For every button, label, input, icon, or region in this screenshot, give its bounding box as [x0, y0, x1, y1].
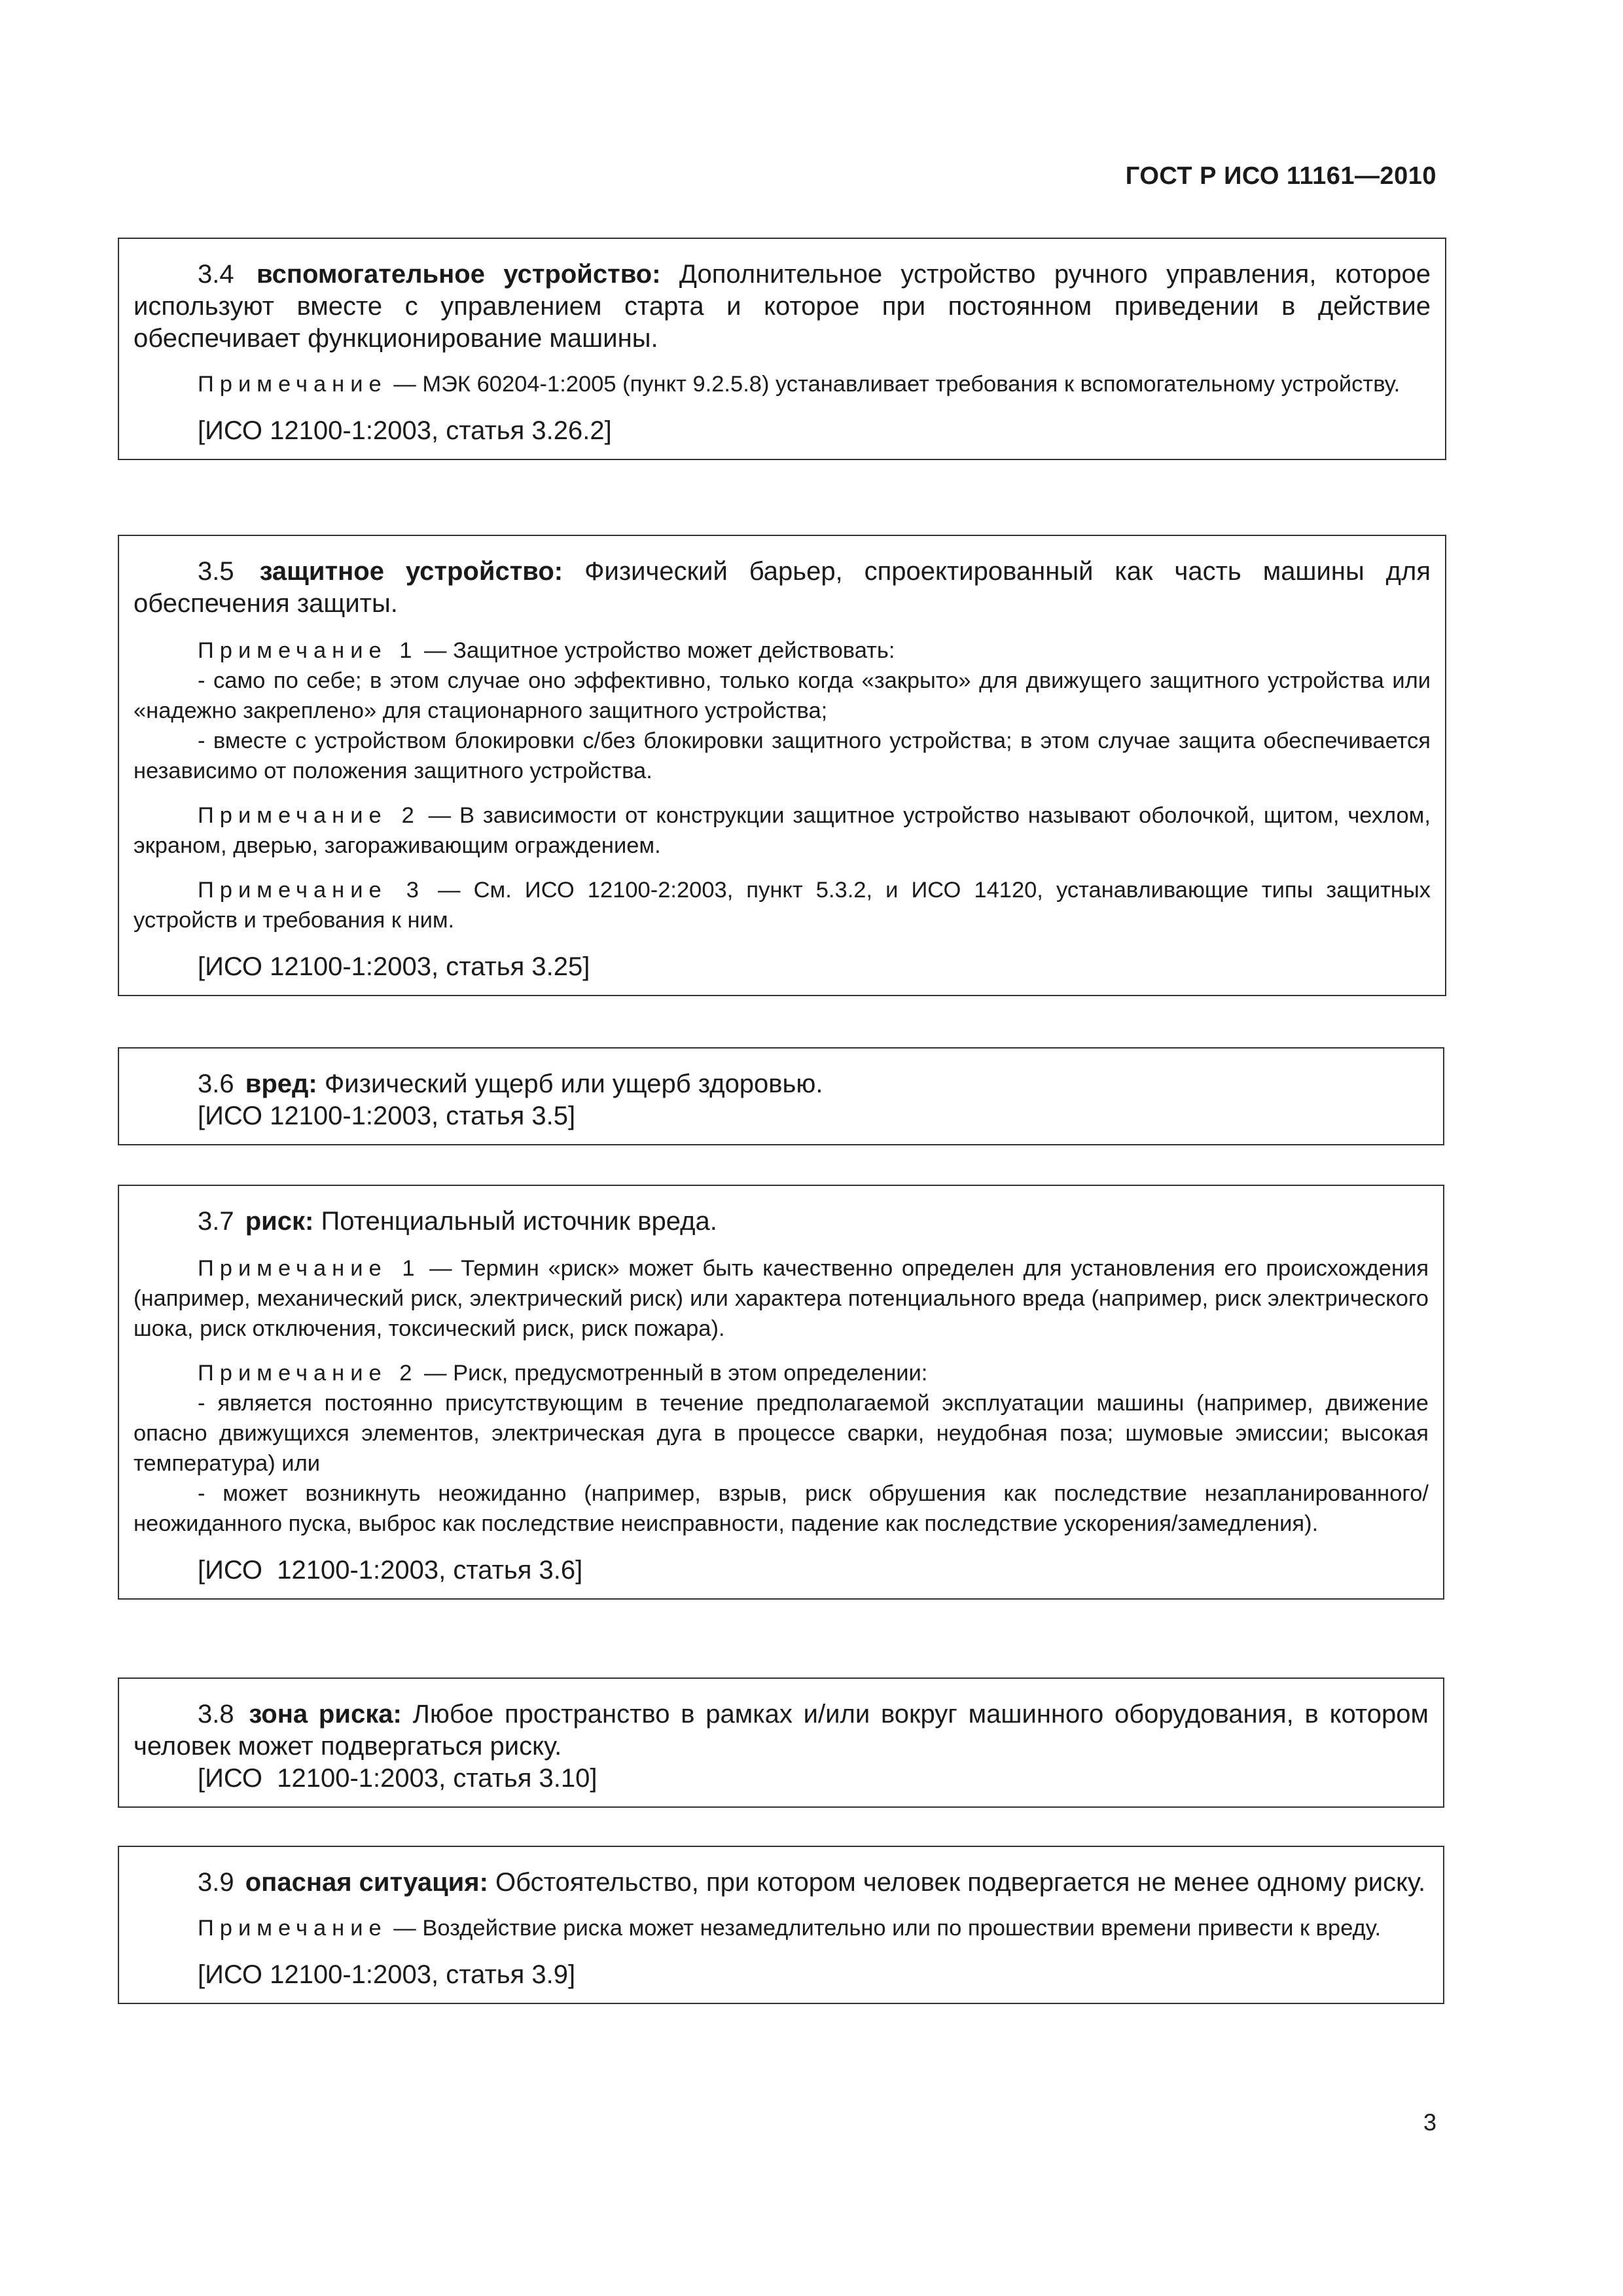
clause-number: 3.5: [198, 557, 234, 586]
note-2: [134, 800, 1431, 861]
definition-box-3-6: [118, 1047, 1444, 1145]
source-reference: [ИСО 12100-1:2003, статья 3.5]: [198, 1102, 576, 1130]
note-text: — См. ИСО 12100-2:2003, пункт 5.3.2, и ИСО 14120, устанавливающие типы защитных устройств и требования к ним.: [134, 878, 1431, 933]
note-label: Примечание 2: [198, 1361, 418, 1386]
note-label: Примечание 2: [198, 803, 420, 828]
note-2-item-1: - является постоянно присутствующим в течение предполагаемой эксплуатации машины (например, движение опасно движущихся элементов, электрическая дуга в процессе сварки, неудобная поза; шумовые эмиссии; высокая температура) или: [134, 1391, 1429, 1476]
clause-number: 3.4: [198, 260, 234, 289]
definition-box-3-8: [118, 1677, 1444, 1808]
clause-number: 3.6: [198, 1069, 234, 1098]
definition: Обстоятельство, при котором человек подвергается не менее одному риску.: [495, 1868, 1426, 1897]
note-label: Примечание: [198, 372, 387, 397]
definition: Физический барьер, спроектированный как часть машины для обеспечения защиты.: [134, 557, 1431, 618]
definition-box-3-9: [118, 1846, 1444, 2004]
definition: Любое пространство в рамках и/или вокруг машинного оборудования, в котором человек может подвергаться риску.: [134, 1700, 1429, 1761]
note-1: [134, 636, 1431, 666]
note: [134, 1913, 1429, 1943]
source-reference: [ИСО 12100-1:2003, статья 3.25]: [198, 952, 590, 981]
note-label: Примечание 1: [198, 638, 418, 663]
note-label: Примечание 1: [198, 1256, 421, 1281]
definition-text: [134, 1206, 1429, 1238]
note-text: — Термин «риск» может быть качественно определен для установления его происхождения (например, механический риск, электрический риск) или характера потенциального вреда (например, риск электрического шока, риск отключения, токсический риск, риск пожара).: [134, 1256, 1429, 1341]
definition-text: [134, 556, 1431, 620]
note-text: — Воздействие риска может незамедлительно или по прошествии времени привести к вреду.: [387, 1916, 1382, 1941]
definition-box-3-7: [118, 1185, 1444, 1600]
source-reference: [ИСО 12100-1:2003, статья 3.9]: [198, 1960, 576, 1989]
note-2: [134, 1358, 1429, 1388]
term: вспомогательное устройство:: [256, 260, 661, 289]
source-reference: [ИСО 12100-1:2003, статья 3.26.2]: [198, 416, 612, 445]
definition-text: [134, 1698, 1429, 1763]
definition-box-3-4: [118, 238, 1446, 460]
term: защитное устройство:: [259, 557, 563, 586]
page-number: 3: [1423, 2109, 1436, 2136]
note-text: — В зависимости от конструкции защитное устройство называют оболочкой, щитом, чехлом, экраном, дверью, загораживающим ограждением.: [134, 803, 1431, 858]
note-1: [134, 1253, 1429, 1344]
source-reference: [ИСО 12100-1:2003, статья 3.10]: [198, 1764, 597, 1793]
clause-number: 3.8: [198, 1700, 234, 1729]
term: опасная ситуация:: [245, 1868, 488, 1897]
note-label: Примечание: [198, 1916, 387, 1941]
note-label: Примечание 3: [198, 878, 425, 903]
note-3: [134, 875, 1431, 935]
note-text: — Защитное устройство может действовать:: [418, 638, 895, 663]
definition: Физический ущерб или ущерб здоровью.: [324, 1069, 823, 1098]
term: вред:: [245, 1069, 317, 1098]
term: риск:: [245, 1207, 314, 1236]
note-text: — МЭК 60204-1:2005 (пункт 9.2.5.8) устанавливает требования к вспомогательному устройству.: [387, 372, 1400, 397]
definition: Потенциальный источник вреда.: [321, 1207, 717, 1236]
note: [134, 369, 1431, 399]
document-code-header: ГОСТ Р ИСО 11161—2010: [1125, 162, 1436, 190]
term: зона риска:: [249, 1700, 402, 1729]
note-1-item-2: - вместе с устройством блокировки с/без блокировки защитного устройства; в этом случае защита обеспечивается независимо от положения защитного устройства.: [134, 728, 1431, 783]
definition-text: [134, 259, 1431, 355]
definition-box-3-5: [118, 535, 1446, 996]
clause-number: 3.9: [198, 1868, 234, 1897]
note-1-item-1: - само по себе; в этом случае оно эффективно, только когда «закрыто» для движущего защитного устройства или «надежно закреплено» для стационарного защитного устройства;: [134, 668, 1431, 723]
definition: Дополнительное устройство ручного управления, которое используют вместе с управлением старта и которое при постоянном приведении в действие обеспечивает функционирование машины.: [134, 260, 1431, 353]
note-2-item-2: - может возникнуть неожиданно (например, взрыв, риск обрушения как последствие незапланированного/неожиданного пуска, выброс как последствие неисправности, падение как последствие ускорения/замедления).: [134, 1481, 1429, 1536]
note-text: — Риск, предусмотренный в этом определении:: [418, 1361, 928, 1386]
definition-text: [134, 1867, 1429, 1899]
clause-number: 3.7: [198, 1207, 234, 1236]
definition-text: [134, 1068, 1429, 1100]
source-reference: [ИСО 12100-1:2003, статья 3.6]: [198, 1556, 583, 1585]
